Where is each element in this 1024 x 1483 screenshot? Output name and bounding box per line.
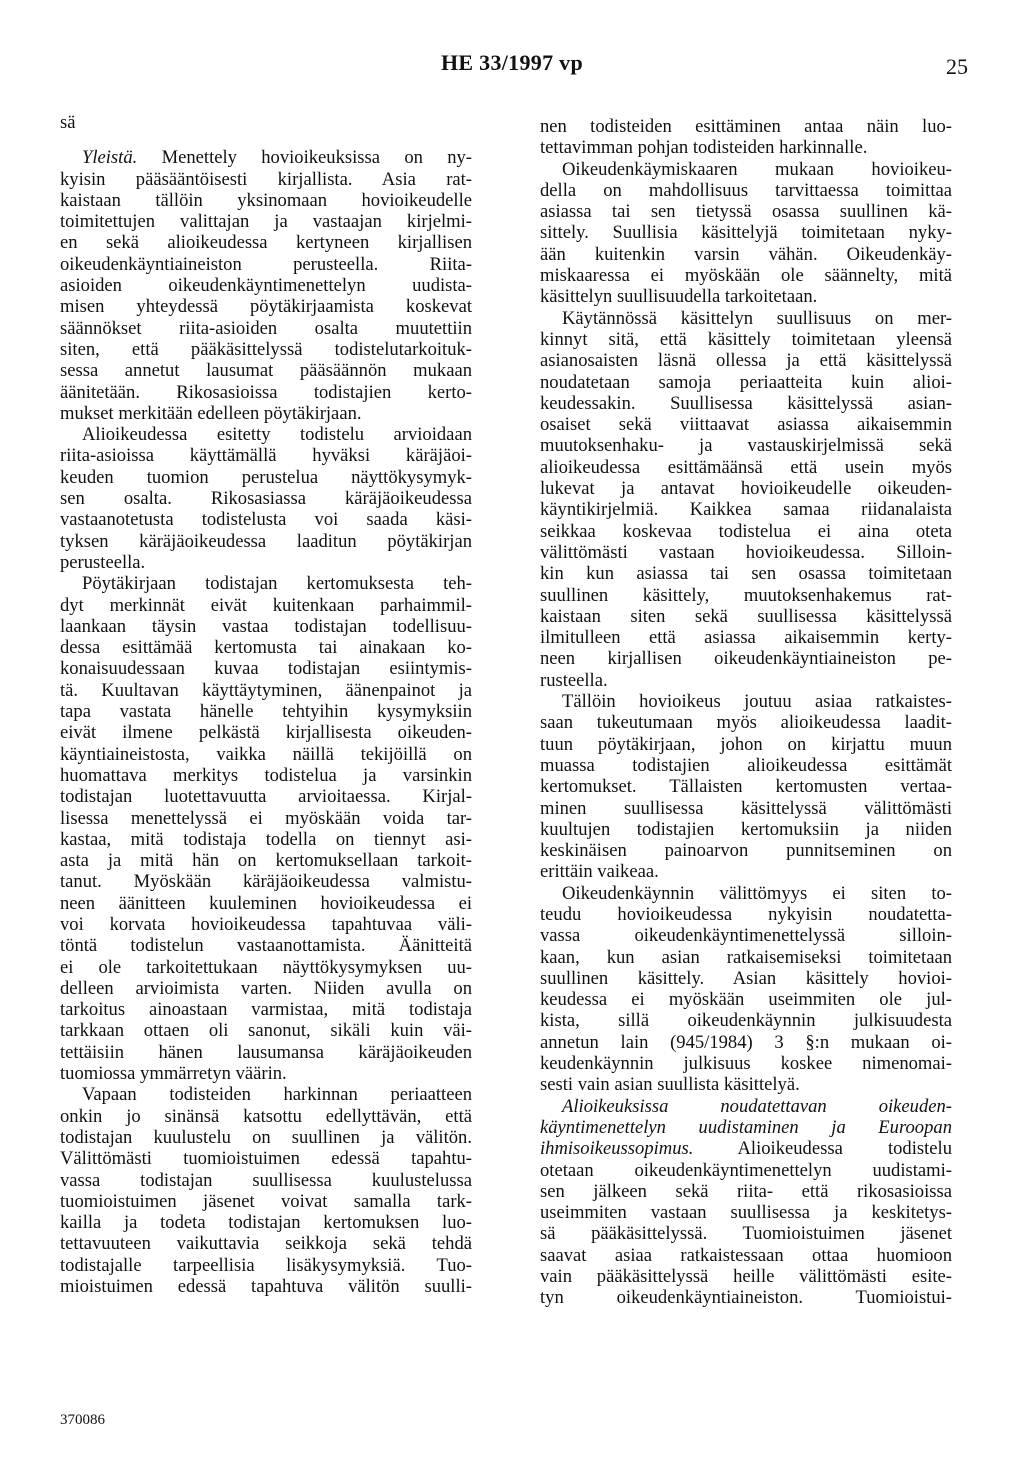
- text-run: tuomioistuimen jäsenet voivat samalla tark-: [60, 1190, 472, 1212]
- text-line: [60, 531, 472, 552]
- text-run: dessa esittämää kertomusta tai ainakaan ko-: [60, 637, 472, 659]
- text-run: mioistuimen edessä tapahtuva välitön suulli-: [60, 1276, 472, 1298]
- text-line: [60, 1020, 472, 1041]
- text-run: asta ja mitä hän on kertomuksellaan tarkoit-: [60, 850, 472, 872]
- text-line: [60, 339, 472, 360]
- text-run: kin kun asiassa tai sen osassa toimitetaan: [540, 563, 952, 585]
- text-line: [60, 1255, 472, 1276]
- text-run: suullinen käsittely. Asian käsittely hovioi-: [540, 967, 952, 989]
- text-run: voi korvata hovioikeudessa tapahtuvaa väli-: [60, 913, 472, 935]
- text-run: misen yhteydessä pöytäkirjaamista koskevat: [60, 296, 472, 318]
- text-run: Alioikeudessa todistelu: [693, 1138, 952, 1160]
- text-line: [540, 1181, 952, 1202]
- italic-heading: Alioikeuksissa noudatettavan oikeuden-: [562, 1095, 952, 1117]
- text-run: asioiden oikeudenkäyntimenettelyn uudista-: [60, 275, 472, 297]
- text-run: sessa annetut lausumat pääsäännön mukaan: [60, 360, 472, 382]
- text-line: [60, 211, 472, 232]
- text-line: [540, 1032, 952, 1053]
- text-run: dyt merkinnät eivät kuitenkaan parhaimmil-: [60, 594, 472, 616]
- text-line: [60, 1233, 472, 1254]
- text-line: [540, 1202, 952, 1223]
- italic-heading: ihmisoikeussopimus.: [540, 1138, 694, 1160]
- text-line: [540, 1096, 952, 1117]
- text-line: [540, 1266, 952, 1287]
- text-line: [60, 978, 472, 999]
- right-text-column: [540, 116, 952, 1309]
- text-run: todistajan kuulustelu on suullinen ja välitön.: [60, 1126, 472, 1148]
- text-line: [540, 819, 952, 840]
- text-run: todistajalle tarpeellisia lisäkysymyksiä. Tuo-: [60, 1254, 472, 1276]
- text-line: [60, 957, 472, 978]
- text-line: [540, 755, 952, 776]
- text-run: laankaan täysin vastaa todistajan todellisuu-: [60, 615, 472, 637]
- text-run: tapa vastata hänelle tehtyihin kysymyksiin: [60, 701, 472, 723]
- text-line: [60, 935, 472, 956]
- text-line: [60, 893, 472, 914]
- text-run: oikeudenkäyntiaineiston perusteella. Riita-: [60, 253, 472, 275]
- text-run: konaisuudessaan kuvaa todistajan esiintymis-: [60, 658, 472, 680]
- text-line: [540, 734, 952, 755]
- text-run: huomattava merkitys todistelua ja varsinkin: [60, 764, 472, 786]
- page-number: 25: [946, 54, 968, 79]
- text-run: seikkaa koskevaa todistelua ei aina oteta: [540, 520, 952, 542]
- text-line: [540, 606, 952, 627]
- text-run: Vapaan todisteiden harkinnan periaatteen: [82, 1084, 472, 1106]
- text-line: [60, 360, 472, 381]
- text-line: [540, 478, 952, 499]
- text-line: [540, 457, 952, 478]
- text-line: [60, 658, 472, 679]
- text-line: [60, 1148, 472, 1169]
- text-line: [540, 968, 952, 989]
- text-run: kastaa, mitä todistaja todella on tiennyt asi-: [60, 828, 472, 850]
- text-run: sittely. Suullisia käsittelyjä toimitetaan nyky-: [540, 222, 952, 244]
- text-line: [540, 648, 952, 669]
- text-run: säännökset riita-asioiden osalta muutettiin: [60, 317, 472, 339]
- text-run: tyksen käräjäoikeudessa laaditun pöytäkirjan: [60, 530, 472, 552]
- text-run: neen äänitteen kuuleminen hovioikeudessa ei: [60, 892, 472, 914]
- text-line: [540, 989, 952, 1010]
- text-line: [60, 744, 472, 765]
- text-run: saan tukeutumaan myös alioikeudessa laadit-: [540, 712, 952, 734]
- text-run: todistajan luotettavuutta arvioitaessa. Kirjal-: [60, 786, 472, 808]
- text-line: [540, 393, 952, 414]
- text-run: siten, että pääkäsittelyssä todistelutarkoituk-: [60, 338, 472, 360]
- text-run: kaistaan tällöin yksinomaan hovioikeudelle: [60, 189, 472, 211]
- text-run: kista, sillä oikeudenkäynnin julkisuudesta: [540, 1010, 952, 1032]
- text-run: vastaanotetusta todistelusta voi saada käsi-: [60, 509, 472, 531]
- text-line: [540, 798, 952, 819]
- text-run: rusteella.: [540, 669, 608, 691]
- text-line: [60, 765, 472, 786]
- text-run: neen kirjallisen oikeudenkäyntiaineiston pe-: [540, 648, 952, 670]
- text-line: [60, 680, 472, 701]
- text-line: [60, 147, 472, 168]
- text-run: miskaaressa ei myöskään ole säännelty, mitä: [540, 265, 952, 287]
- text-run: lisessa menettelyssä ei myöskään voida tar-: [60, 807, 472, 829]
- text-line: [60, 112, 472, 133]
- text-run: tuomiossa ymmärretyn väärin.: [60, 1063, 287, 1085]
- text-run: käyntiaineistosta, vaikka näillä tekijöillä on: [60, 743, 472, 765]
- text-run: Tällöin hovioikeus joutuu asiaa ratkaistes-: [562, 691, 952, 713]
- text-run: tarkoitus ainoastaan varmistaa, mitä todistaja: [60, 999, 472, 1021]
- document-header-title: HE 33/1997 vp: [440, 50, 584, 75]
- text-line: [540, 222, 952, 243]
- paragraph-spacer: [60, 133, 472, 147]
- text-line: [60, 169, 472, 190]
- text-run: useimmiten vastaan suullisessa ja keskitetys-: [540, 1202, 952, 1224]
- text-line: [60, 829, 472, 850]
- text-line: [540, 947, 952, 968]
- text-run: Menettely hovioikeuksissa on ny-: [137, 147, 472, 169]
- text-line: [60, 318, 472, 339]
- text-line: [60, 445, 472, 466]
- text-line: [540, 435, 952, 456]
- text-line: [540, 1245, 952, 1266]
- text-run: tyn oikeudenkäyntiaineiston. Tuomioistui-: [540, 1287, 952, 1309]
- text-run: erittäin vaikeaa.: [540, 861, 659, 883]
- text-run: käsittelyn suullisuudella tarkoitetaan.: [540, 286, 818, 308]
- text-run: alioikeudessa esittämäänsä että usein myös: [540, 456, 952, 478]
- text-run: saavat asiaa ratkaistessaan ottaa huomioon: [540, 1244, 952, 1266]
- text-line: [540, 1053, 952, 1074]
- text-line: [60, 850, 472, 871]
- text-line: [540, 585, 952, 606]
- text-run: Välittömästi tuomioistuimen edessä tapahtu-: [60, 1148, 472, 1170]
- text-line: [60, 616, 472, 637]
- text-run: delleen arvioimista varten. Niiden avulla on: [60, 977, 472, 999]
- text-run: kailla ja todeta todistajan kertomuksen luo-: [60, 1212, 472, 1234]
- text-line: [60, 382, 472, 403]
- text-run: lukevat ja antavat hovioikeudelle oikeuden-: [540, 478, 952, 500]
- text-run: vassa todistajan suullisessa kuulustelussa: [60, 1169, 472, 1191]
- text-run: sen jälkeen sekä riita- että rikosasioissa: [540, 1180, 952, 1202]
- text-run: annetun lain (945/1984) 3 §:n mukaan oi-: [540, 1031, 952, 1053]
- text-line: [540, 1117, 952, 1138]
- text-line: [60, 1042, 472, 1063]
- text-run: minen suullisessa käsittelyssä välittömästi: [540, 797, 952, 819]
- text-line: [540, 244, 952, 265]
- text-run: kuultujen todistajien kertomuksiin ja niiden: [540, 818, 952, 840]
- text-line: [60, 1170, 472, 1191]
- text-line: [540, 1223, 952, 1244]
- text-line: [60, 1212, 472, 1233]
- text-run: kertomukset. Tällaisten kertomusten vertaa-: [540, 776, 952, 798]
- text-line: [60, 467, 472, 488]
- text-run: riita-asioissa käyttämällä hyväksi käräjäoi-: [60, 445, 472, 467]
- text-line: [540, 776, 952, 797]
- text-line: [60, 190, 472, 211]
- text-line: [540, 1287, 952, 1308]
- text-line: [60, 637, 472, 658]
- text-line: [60, 509, 472, 530]
- text-line: [540, 691, 952, 712]
- text-run: en sekä alioikeudessa kertyneen kirjallisen: [60, 232, 472, 254]
- text-line: [540, 1160, 952, 1181]
- text-run: vain pääkäsittelyssä heille välittömästi esite-: [540, 1266, 952, 1288]
- text-run: tettavimman pohjan todisteiden harkinnalle.: [540, 137, 868, 159]
- text-run: nen todisteiden esittäminen antaa näin luo-: [540, 116, 952, 137]
- text-run: teudu hovioikeudessa nykyisin noudatetta-: [540, 903, 952, 925]
- text-line: [540, 137, 952, 158]
- text-run: ään kuitenkin varsin vähän. Oikeudenkäy-: [540, 243, 952, 265]
- text-line: [540, 861, 952, 882]
- text-line: [540, 1074, 952, 1095]
- text-run: Oikeudenkäymiskaaren mukaan hovioikeu-: [562, 158, 952, 180]
- text-run: osaiset sekä viittaavat asiassa aikaisemmin: [540, 414, 952, 436]
- text-run: käyntikirjelmiä. Kaikkea samaa riidanalaista: [540, 499, 952, 521]
- text-line: [60, 595, 472, 616]
- text-line: [60, 296, 472, 317]
- text-line: [60, 871, 472, 892]
- text-line: [540, 499, 952, 520]
- text-line: [60, 1063, 472, 1084]
- text-run: ilmitulleen että asiassa aikaisemmin kerty-: [540, 627, 952, 649]
- text-line: [60, 808, 472, 829]
- text-line: [540, 712, 952, 733]
- text-run: välittömästi vastaan hovioikeudessa. Silloin-: [540, 541, 952, 563]
- text-run: ei ole tarkoitettukaan näyttökysymyksen uu-: [60, 956, 472, 978]
- text-line: [540, 925, 952, 946]
- text-line: [540, 904, 952, 925]
- text-run: Alioikeudessa esitetty todistelu arvioidaan: [82, 424, 472, 446]
- text-run: toimitettujen valittajan ja vastaajan kirjelmi-: [60, 211, 472, 233]
- text-line: [60, 424, 472, 445]
- text-line: [540, 308, 952, 329]
- text-run: asiassa tai sen tietyssä osassa suullinen kä-: [540, 201, 952, 223]
- text-run: tarkkaan ottaen oli sanonut, sikäli kuin väi-: [60, 1020, 472, 1042]
- text-line: [60, 1191, 472, 1212]
- text-run: noudatetaan samoja periaatteita kuin alioi-: [540, 371, 952, 393]
- text-run: kaistaan siten sekä suullisessa käsittelyssä: [540, 605, 952, 627]
- text-line: [540, 286, 952, 307]
- text-line: [540, 670, 952, 691]
- text-line: [60, 573, 472, 594]
- text-line: [60, 999, 472, 1020]
- text-run: tanut. Myöskään käräjäoikeudessa valmistu-: [60, 871, 472, 893]
- text-line: [60, 722, 472, 743]
- text-line: [60, 1127, 472, 1148]
- text-line: [60, 403, 472, 424]
- footer-document-code: 370086: [60, 1412, 105, 1428]
- text-run: eivät ilmene pelkästä kirjallisesta oikeuden-: [60, 722, 472, 744]
- text-run: muutoksenhaku- ja vastauskirjelmissä sekä: [540, 435, 952, 457]
- text-line: [60, 488, 472, 509]
- text-line: [60, 914, 472, 935]
- text-run: sä pääkäsittelyssä. Tuomioistuimen jäsenet: [540, 1223, 952, 1245]
- text-run: keuden tuomion perustelua näyttökysymyk-: [60, 466, 472, 488]
- text-line: [540, 372, 952, 393]
- text-run: sä: [60, 112, 76, 133]
- text-run: Oikeudenkäynnin välittömyys ei siten to-: [562, 882, 952, 904]
- text-line: [60, 552, 472, 573]
- text-line: [540, 265, 952, 286]
- text-line: [540, 840, 952, 861]
- text-line: [60, 1276, 472, 1297]
- text-run: kinnyt sitä, että käsittely toimitetaan yleensä: [540, 328, 952, 350]
- text-line: [60, 254, 472, 275]
- text-run: äänitetään. Rikosasioissa todistajien kerto-: [60, 381, 472, 403]
- left-text-column: [60, 112, 472, 1297]
- text-run: kaan, kun asian ratkaisemiseksi toimitetaan: [540, 946, 952, 968]
- text-run: onkin jo sinänsä katsottu edellyttävän, että: [60, 1105, 472, 1127]
- text-run: Käytännössä käsittelyn suullisuus on mer-: [562, 307, 952, 329]
- text-run: Pöytäkirjaan todistajan kertomuksesta teh-: [82, 573, 472, 595]
- text-run: tuun pöytäkirjaan, johon on kirjattu muun: [540, 733, 952, 755]
- text-run: mukset merkitään edelleen pöytäkirjaan.: [60, 402, 362, 424]
- text-line: [60, 275, 472, 296]
- text-run: della on mahdollisuus tarvittaessa toimittaa: [540, 179, 952, 201]
- text-line: [540, 180, 952, 201]
- italic-heading: Yleistä.: [82, 147, 138, 169]
- text-line: [540, 521, 952, 542]
- text-run: keudessakin. Suullisessa käsittelyssä asian-: [540, 392, 952, 414]
- text-line: [540, 1010, 952, 1031]
- text-run: tettavuuteen vaikuttavia seikkoja sekä tehdä: [60, 1233, 472, 1255]
- text-line: [540, 329, 952, 350]
- text-line: [540, 627, 952, 648]
- text-line: [540, 116, 952, 137]
- text-run: otetaan oikeudenkäyntimenettelyn uudistami-: [540, 1159, 952, 1181]
- text-run: keudenkäynnin julkisuus koskee nimenomai-: [540, 1053, 952, 1075]
- text-run: tä. Kuultavan käyttäytyminen, äänenpainot ja: [60, 679, 472, 701]
- text-run: tettäisiin hänen lausumansa käräjäoikeuden: [60, 1041, 472, 1063]
- text-run: sesti vain asian suullista käsittelyä.: [540, 1074, 800, 1096]
- text-line: [60, 1106, 472, 1127]
- text-line: [540, 563, 952, 584]
- text-line: [540, 201, 952, 222]
- text-line: [60, 1084, 472, 1105]
- text-line: [540, 1138, 952, 1159]
- text-line: [60, 701, 472, 722]
- text-run: keudessa ei myöskään useimmiten ole jul-: [540, 989, 952, 1011]
- text-line: [540, 883, 952, 904]
- text-line: [540, 159, 952, 180]
- text-run: keskinäisen painoarvon punnitseminen on: [540, 840, 952, 862]
- text-line: [540, 414, 952, 435]
- text-line: [540, 350, 952, 371]
- text-line: [60, 786, 472, 807]
- text-run: töntä todistelun vastaanottamista. Äänitteitä: [60, 935, 472, 957]
- text-run: muassa todistajien alioikeudessa esittämät: [540, 754, 952, 776]
- text-run: asianosaisten läsnä ollessa ja että käsittelyssä: [540, 350, 952, 372]
- text-run: vassa oikeudenkäyntimenettelyssä silloin-: [540, 925, 952, 947]
- italic-heading: käyntimenettelyn uudistaminen ja Euroopan: [540, 1116, 952, 1138]
- text-run: suullinen käsittely, muutoksenhakemus rat-: [540, 584, 952, 606]
- text-run: sen osalta. Rikosasiassa käräjäoikeudessa: [60, 488, 472, 510]
- text-line: [540, 542, 952, 563]
- text-line: [60, 232, 472, 253]
- text-run: perusteella.: [60, 551, 146, 573]
- text-run: kyisin pääsääntöisesti kirjallista. Asia rat-: [60, 168, 472, 190]
